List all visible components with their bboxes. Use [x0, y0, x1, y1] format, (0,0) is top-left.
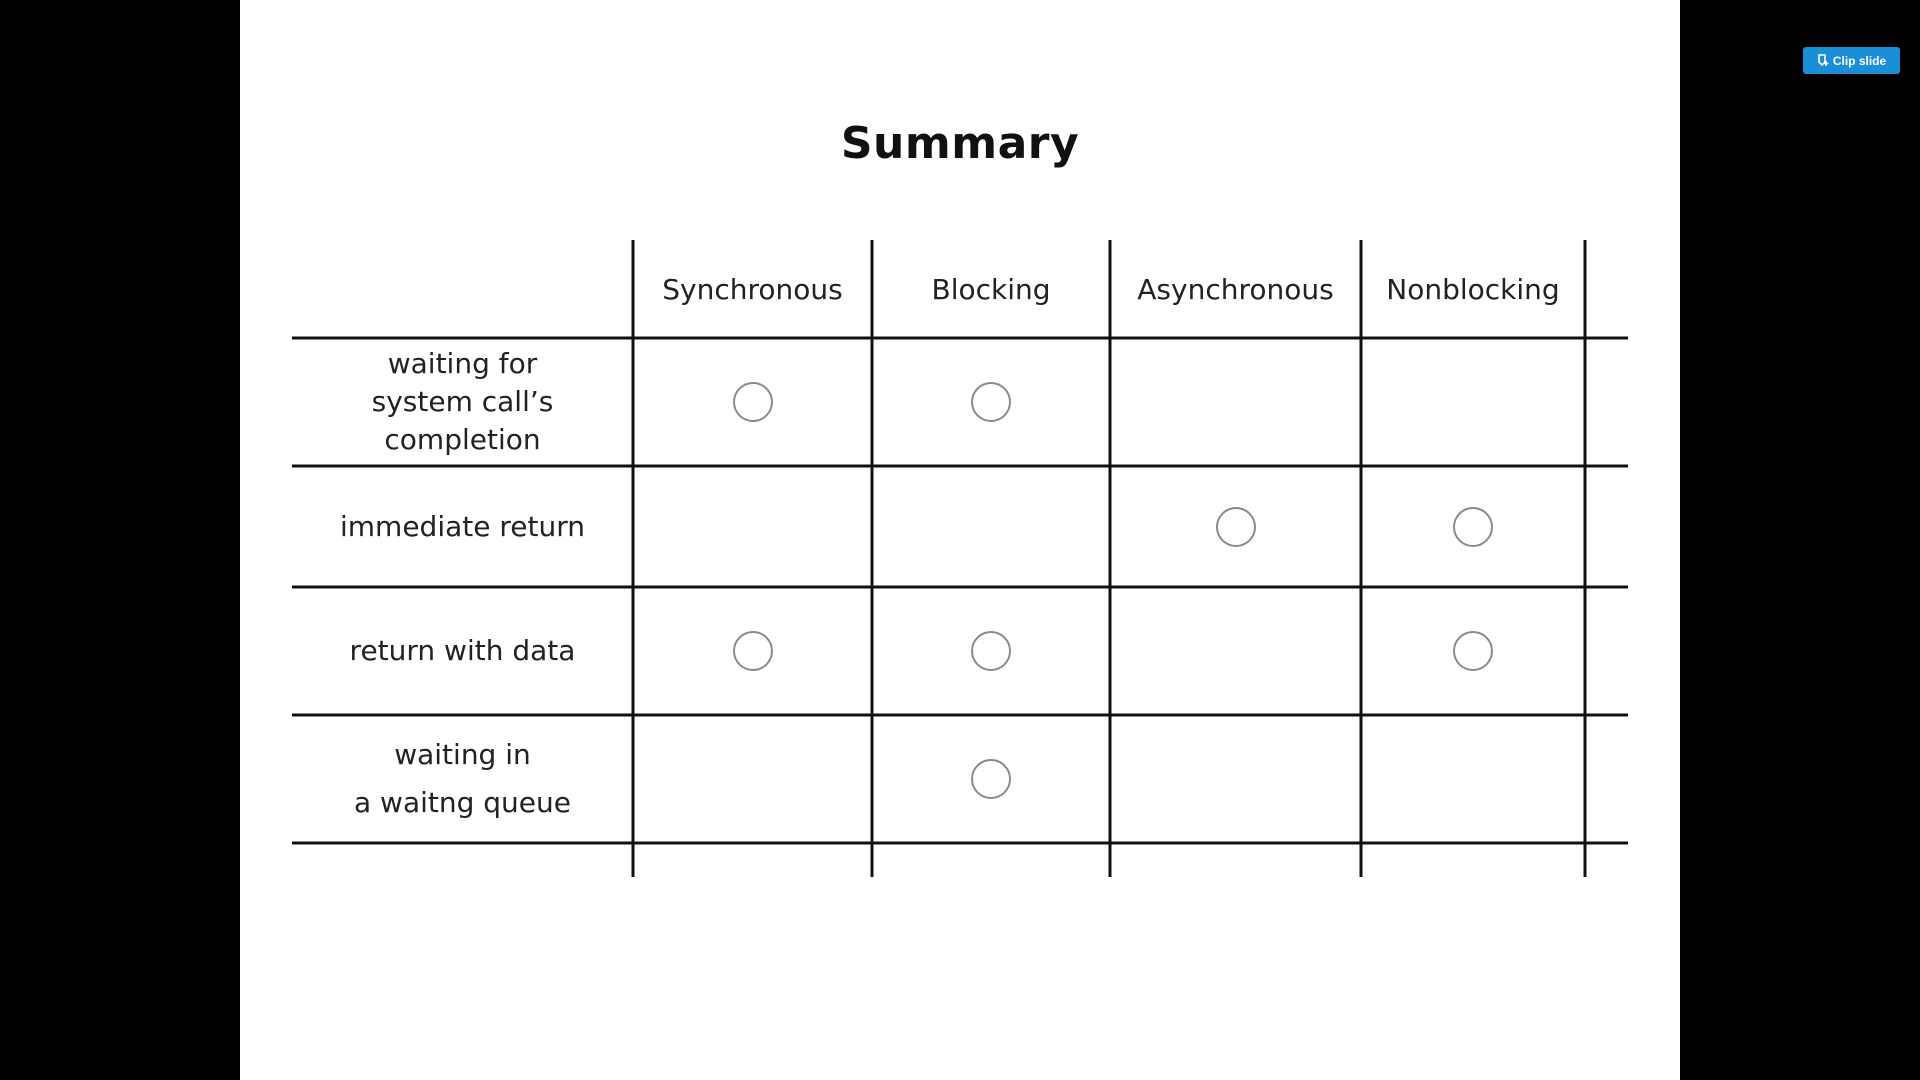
- table-cell: [1361, 587, 1585, 715]
- table-cell: [1110, 338, 1361, 466]
- slide: [240, 0, 1680, 1080]
- table-cell: [872, 338, 1110, 466]
- circle-mark-icon: [1453, 507, 1493, 547]
- row-label: [292, 715, 633, 843]
- table-cell: [633, 466, 872, 587]
- slide-title: Summary: [840, 118, 1080, 169]
- column-header: Synchronous: [662, 272, 843, 306]
- circle-mark-icon: [733, 631, 773, 671]
- circle-mark-icon: [971, 631, 1011, 671]
- table-cell: [1110, 466, 1361, 587]
- row-label-line: waiting in: [394, 738, 531, 771]
- circle-mark-icon: [971, 382, 1011, 422]
- row-label-line: system call’s completion: [371, 385, 554, 456]
- row-label-line: immediate return: [340, 509, 585, 543]
- circle-mark-icon: [733, 382, 773, 422]
- table-cell: [1361, 338, 1585, 466]
- table-cell: [872, 715, 1110, 843]
- table-cell: [1361, 466, 1585, 587]
- clip-icon: [1817, 54, 1829, 67]
- column-header: Nonblocking: [1386, 272, 1560, 306]
- table-cell: [1361, 715, 1585, 843]
- table-cell: [633, 587, 872, 715]
- circle-mark-icon: [1453, 631, 1493, 671]
- table-cell: [872, 466, 1110, 587]
- table-cell: [872, 587, 1110, 715]
- table-cell: [633, 338, 872, 466]
- table-cell: [633, 715, 872, 843]
- row-label-line: waiting for: [387, 347, 538, 380]
- column-header: Blocking: [931, 272, 1051, 306]
- row-label-line: return with data: [349, 634, 576, 667]
- row-label: [292, 338, 633, 466]
- column-header: Asynchronous: [1137, 272, 1334, 306]
- circle-mark-icon: [971, 759, 1011, 799]
- clip-slide-label: Clip slide: [1832, 53, 1887, 68]
- table-cell: [1110, 715, 1361, 843]
- row-label: [292, 587, 633, 715]
- row-label: [292, 466, 633, 587]
- row-label-line: a waitng queue: [353, 786, 571, 819]
- clip-slide-button[interactable]: [1803, 47, 1900, 74]
- circle-mark-icon: [1216, 507, 1256, 547]
- table-cell: [1110, 587, 1361, 715]
